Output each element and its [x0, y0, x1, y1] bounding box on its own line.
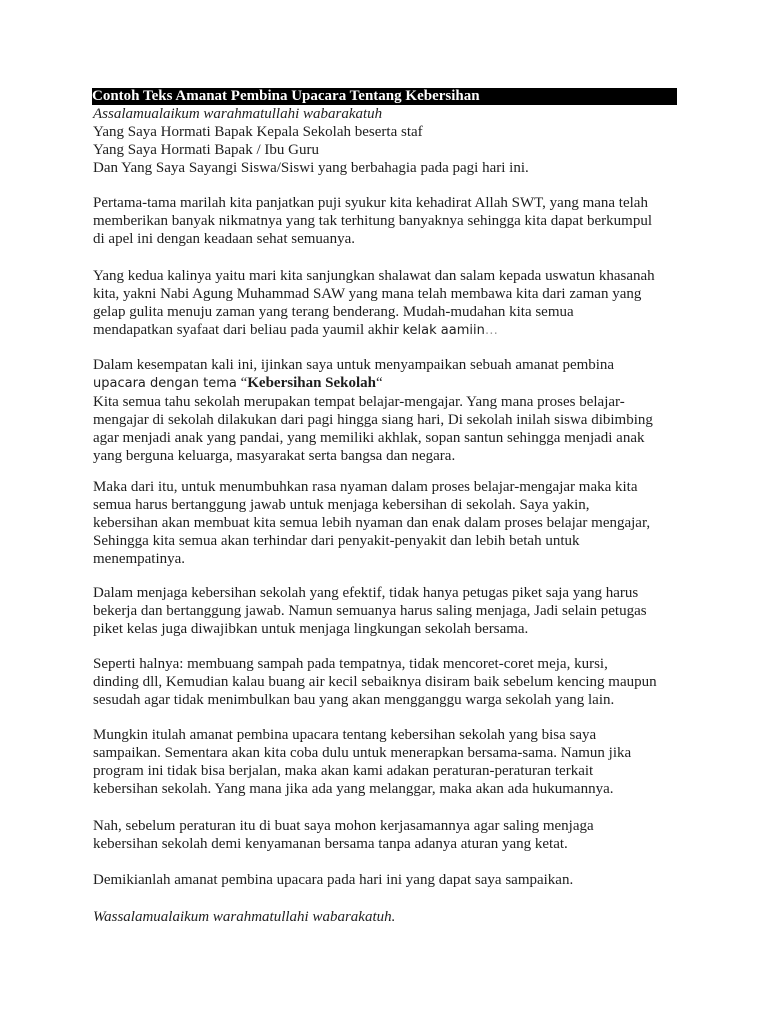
paragraph-responsibility: [93, 584, 647, 638]
paragraph-comfort: [93, 478, 650, 568]
paragraph-examples: [93, 655, 657, 709]
paragraph-line: Sehingga kita semua akan terhindar dari penyakit-penyakit dan lebih betah untuk: [93, 533, 580, 549]
paragraph-line: gelap gulita menuju zaman yang terang benderang. Mudah-mudahan kita semua: [93, 304, 574, 320]
document-title: Contoh Teks Amanat Pembina Upacara Tentang Kebersihan: [92, 88, 677, 105]
paragraph-line: Maka dari itu, untuk menumbuhkan rasa nyaman dalam proses belajar-mengajar maka kita: [93, 479, 638, 495]
paragraph-line: Yang kedua kalinya yaitu mari kita sanjungkan shalawat dan salam kepada uswatun khasanah: [93, 268, 655, 284]
paragraph-cooperation: [93, 817, 594, 853]
theme-title: Kebersihan Sekolah: [247, 375, 377, 391]
paragraph-line: Kita semua tahu sekolah merupakan tempat belajar-mengajar. Yang mana proses belajar-: [93, 394, 625, 410]
paragraph-line: di apel ini dengan keadaan sehat semuanya.: [93, 231, 355, 247]
paragraph-line: Dalam kesempatan kali ini, ijinkan saya untuk menyampaikan sebuah amanat pembina: [93, 357, 615, 373]
opening-block: [93, 105, 683, 177]
ellipsis: …: [484, 323, 498, 338]
paragraph-line: yang berguna keluarga, masyarakat serta bangsa dan negara.: [93, 448, 456, 464]
paragraph-line: agar menjadi anak yang pandai, yang memiliki akhlak, sopan santun sehingga menjadi anak: [93, 430, 645, 446]
paragraph-line: semua harus bertanggung jawab untuk menjaga kebersihan di sekolah. Saya yakin,: [93, 497, 590, 513]
paragraph-closing-remark: [93, 871, 573, 889]
paragraph-line: kebersihan sekolah. Yang mana jika ada yang melanggar, maka akan ada hukumannya.: [93, 781, 614, 797]
paragraph-line: bekerja dan bertanggung jawab. Namun semuanya harus saling menjaga, Jadi selain petugas: [93, 603, 647, 619]
paragraph-line: dinding dll, Kemudian kalau buang air kecil sebaiknya disiram baik sebelum kencing maupun: [93, 674, 657, 690]
paragraph-text-sans: kelak aamiin: [402, 323, 485, 338]
paragraph-line: piket kelas juga diwajibkan untuk menjaga lingkungan sekolah bersama.: [93, 621, 529, 637]
paragraph-text-sans: upacara dengan tema: [93, 376, 237, 391]
paragraph-theme: [93, 356, 653, 465]
paragraph-line: Seperti halnya: membuang sampah pada tempatnya, tidak mencoret-coret meja, kursi,: [93, 656, 608, 672]
paragraph-line: Mungkin itulah amanat pembina upacara tentang kebersihan sekolah yang bisa saya: [93, 727, 597, 743]
paragraph-line: memberikan banyak nikmatnya yang tak terhitung banyaknya sehingga kita dapat berkumpul: [93, 213, 652, 229]
paragraph-line: [93, 321, 655, 340]
paragraph-line: [93, 374, 653, 393]
paragraph-line: kebersihan akan membuat kita semua lebih nyaman dan enak dalam proses belajar mengajar,: [93, 515, 651, 531]
paragraph-line: sesudah agar tidak menimbulkan bau yang akan mengganggu warga sekolah yang lain.: [93, 692, 615, 708]
close-quote: “: [376, 375, 383, 391]
paragraph-line: Pertama-tama marilah kita panjatkan puji syukur kita kehadirat Allah SWT, yang mana telah: [93, 195, 648, 211]
paragraph-line: Dalam menjaga kebersihan sekolah yang efektif, tidak hanya petugas piket saja yang harus: [93, 585, 639, 601]
paragraph-shalawat: [93, 267, 655, 340]
paragraph-line: menempatinya.: [93, 551, 186, 567]
salutation-line: Dan Yang Saya Sayangi Siswa/Siswi yang berbahagia pada pagi hari ini.: [93, 160, 529, 176]
paragraph-line: mengajar di sekolah dilakukan dari pagi hingga siang hari, Di sekolah inilah siswa dibimbing: [93, 412, 653, 428]
open-quote: “: [236, 375, 248, 391]
closing-greeting: Wassalamualaikum warahmatullahi wabarakatuh.: [93, 909, 396, 925]
paragraph-line: kebersihan sekolah demi kenyamanan bersama tanpa adanya aturan yang ketat.: [93, 836, 568, 852]
salutation-line: Yang Saya Hormati Bapak / Ibu Guru: [93, 142, 319, 158]
salutation-line: Yang Saya Hormati Bapak Kepala Sekolah beserta staf: [93, 124, 423, 140]
paragraph-line: Demikianlah amanat pembina upacara pada hari ini yang dapat saya sampaikan.: [93, 872, 574, 888]
paragraph-conclusion: [93, 726, 631, 798]
paragraph-line: kita, yakni Nabi Agung Muhammad SAW yang mana telah membawa kita dari zaman yang: [93, 286, 642, 302]
closing-greeting-block: [93, 908, 395, 926]
paragraph-line: Nah, sebelum peraturan itu di buat saya mohon kerjasamannya agar saling menjaga: [93, 818, 594, 834]
greeting: Assalamualaikum warahmatullahi wabarakatuh: [93, 106, 383, 122]
paragraph-line: program ini tidak bisa berjalan, maka akan kami adakan peraturan-peraturan terkait: [93, 763, 594, 779]
paragraph-text: mendapatkan syafaat dari beliau pada yaumil akhir: [93, 322, 403, 338]
document-page: [92, 88, 683, 925]
paragraph-line: sampaikan. Sementara akan kita coba dulu untuk menerapkan bersama-sama. Namun jika: [93, 745, 632, 761]
paragraph-gratitude: [93, 194, 652, 248]
